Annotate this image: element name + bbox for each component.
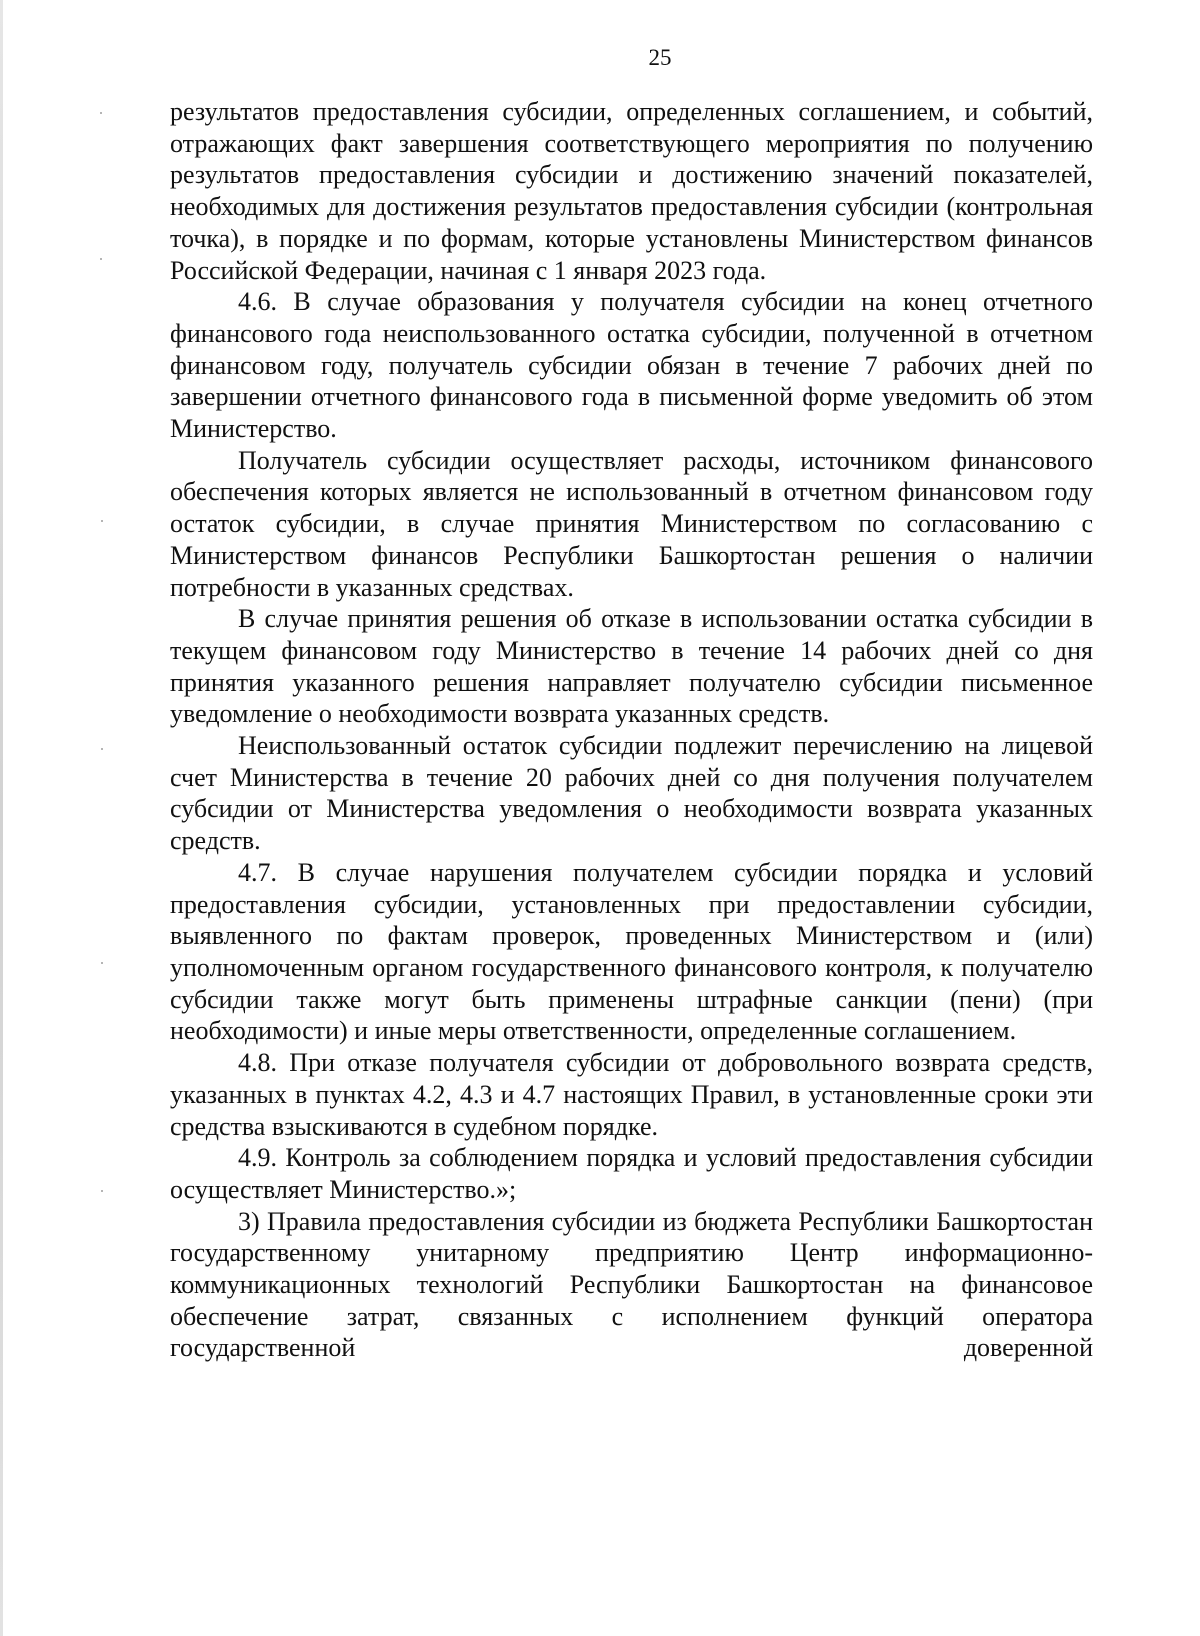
scan-artifact: [100, 258, 102, 260]
scan-artifact: [101, 520, 103, 522]
paragraph-item-3: 3) Правила предоставления субсидии из бюджета Республики Башкортостан государственному унитарному предприятию Центр информационно-коммуникационных технологий Республики Башкортостан на финансовое обеспечение затрат, связанных с исполнением функций оператора государственной доверенной: [170, 1206, 1093, 1363]
scan-artifact: [101, 962, 103, 964]
page-number: 25: [648, 45, 672, 70]
scan-artifact: [100, 112, 102, 114]
paragraph-4-6: 4.6. В случае образования у получателя субсидии на конец отчетного финансового года неиспользованного остатка субсидии, полученной в отчетном финансовом году, получатель субсидии обязан в течение 7 рабочих дней по завершении отчетного финансового года в письменной форме уведомить об этом Министерство.: [170, 287, 1093, 444]
paragraph-4-6-refusal: В случае принятия решения об отказе в использовании остатка субсидии в текущем финансовом году Министерство в течение 14 рабочих дней со дня принятия указанного решения направляет получателю субсидии письменное уведомление о необходимости возврата указанных средств.: [170, 604, 1093, 729]
scan-artifact: [101, 748, 103, 750]
scan-artifact: [101, 1190, 103, 1192]
document-body: [170, 96, 1093, 1364]
paragraph-4-6-expenses: Получатель субсидии осуществляет расходы, источником финансового обеспечения которых является не использованный в отчетном финансовом году остаток субсидии, в случае принятия Министерством по согласованию с Министерством финансов Республики Башкортостан решения о наличии потребности в указанных средствах.: [170, 445, 1093, 602]
scan-edge: [0, 0, 3, 1636]
paragraph-continuation: результатов предоставления субсидии, определенных соглашением, и событий, отражающих факт завершения соответствующего мероприятия по получению результатов предоставления субсидии и достижению значений показателей, необходимых для достижения результатов предоставления субсидии (контрольная точка), в порядке и по формам, которые установлены Министерством финансов Российской Федерации, начиная с 1 января 2023 года.: [170, 97, 1093, 285]
paragraph-4-9: 4.9. Контроль за соблюдением порядка и условий предоставления субсидии осуществляет Министерство.»;: [170, 1143, 1093, 1204]
paragraph-4-6-transfer: Неиспользованный остаток субсидии подлежит перечислению на лицевой счет Министерства в течение 20 рабочих дней со дня получения получателем субсидии от Министерства уведомления о необходимости возврата указанных средств.: [170, 731, 1093, 856]
paragraph-4-7: 4.7. В случае нарушения получателем субсидии порядка и условий предоставления субсидии, установленных при предоставлении субсидии, выявленного по фактам проверок, проведенных Министерством и (или) уполномоченным органом государственного финансового контроля, к получателю субсидии также могут быть применены штрафные санкции (пени) (при необходимости) и иные меры ответственности, определенные соглашением.: [170, 857, 1093, 1046]
paragraph-4-8: 4.8. При отказе получателя субсидии от добровольного возврата средств, указанных в пунктах 4.2, 4.3 и 4.7 настоящих Правил, в установленные сроки эти средства взыскиваются в судебном порядке.: [170, 1048, 1093, 1141]
